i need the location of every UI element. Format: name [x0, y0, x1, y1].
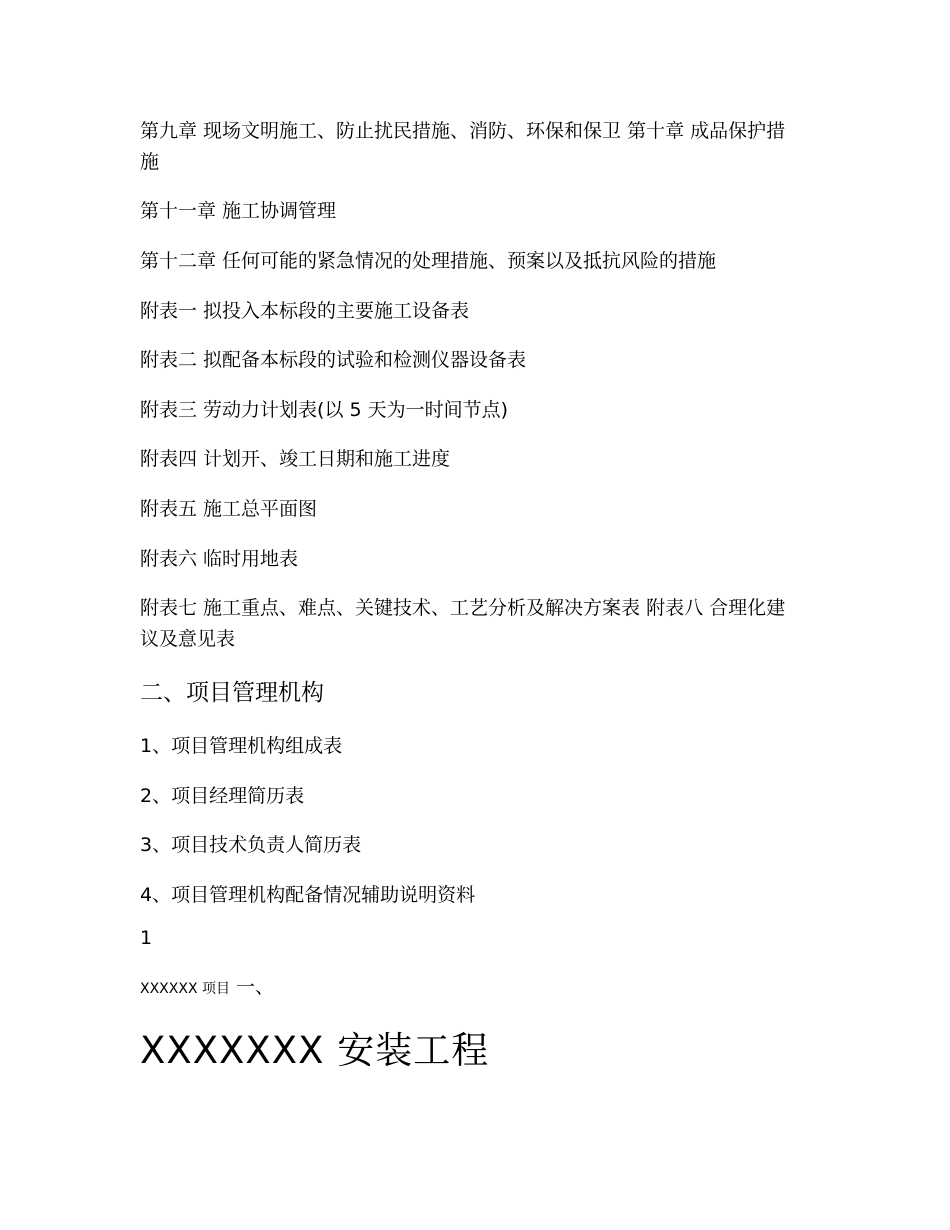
- toc-line-appendix-7-8: 附表七 施工重点、难点、关键技术、工艺分析及解决方案表 附表八 合理化建议及意见表: [140, 597, 786, 650]
- project-header-suffix: 一、: [236, 976, 275, 998]
- toc-line-chapter-11: 第十一章 施工协调管理: [140, 200, 337, 222]
- toc-line-appendix-1: 附表一 拟投入本标段的主要施工设备表: [140, 300, 470, 322]
- section-item-2: 2、项目经理简历表: [140, 785, 305, 807]
- project-header-label: XXXXXX 项目: [140, 981, 230, 997]
- section-item-4: 4、项目管理机构配备情况辅助说明资料: [140, 884, 476, 906]
- section-heading-project-management: 二、项目管理机构: [140, 680, 324, 706]
- section-item-1: 1、项目管理机构组成表: [140, 735, 343, 757]
- toc-line-appendix-5: 附表五 施工总平面图: [140, 498, 318, 520]
- toc-line-chapter-9-10: 第九章 现场文明施工、防止扰民措施、消防、环保和保卫 第十章 成品保护措施: [140, 120, 786, 173]
- page-number: 1: [140, 927, 153, 949]
- main-title: XXXXXXX 安装工程: [140, 1029, 490, 1072]
- toc-line-appendix-6: 附表六 临时用地表: [140, 548, 299, 570]
- toc-line-chapter-12: 第十二章 任何可能的紧急情况的处理措施、预案以及抵抗风险的措施: [140, 250, 717, 272]
- toc-line-appendix-4: 附表四 计划开、竣工日期和施工进度: [140, 448, 451, 470]
- section-item-3: 3、项目技术负责人简历表: [140, 834, 362, 856]
- toc-line-appendix-3: 附表三 劳动力计划表(以 5 天为一时间节点): [140, 399, 509, 421]
- project-header: [140, 972, 274, 1005]
- toc-line-appendix-2: 附表二 拟配备本标段的试验和检测仪器设备表: [140, 349, 527, 371]
